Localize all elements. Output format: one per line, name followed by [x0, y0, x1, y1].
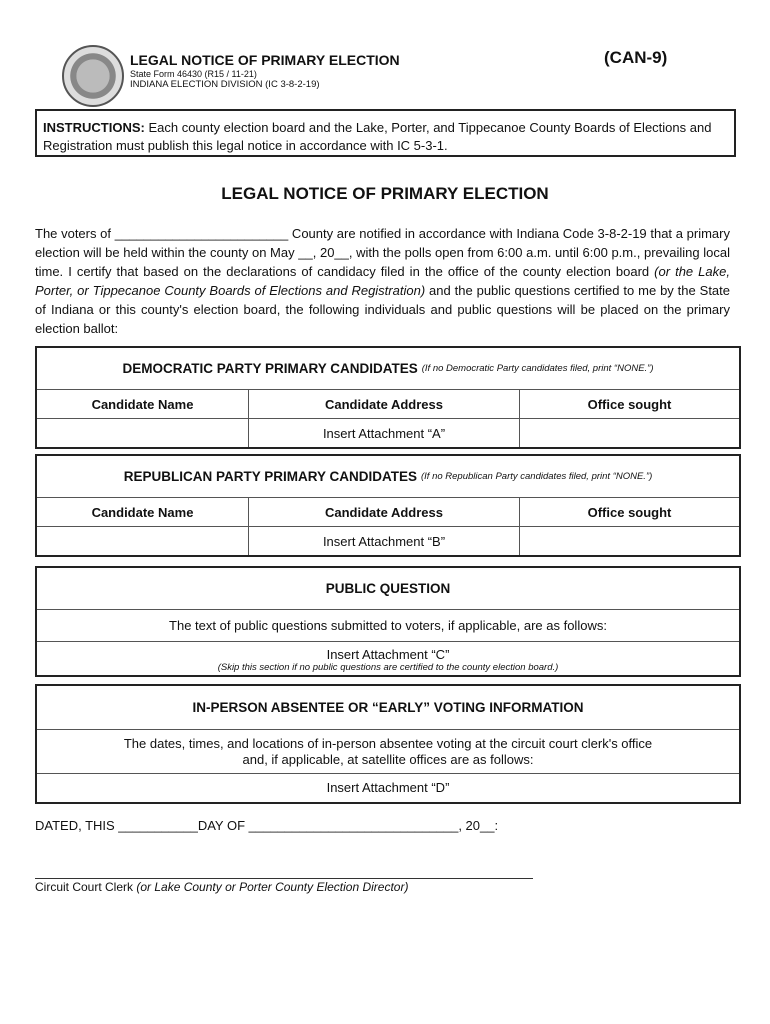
- notice-paragraph: [35, 224, 730, 338]
- form-number: State Form 46430 (R15 / 11-21): [130, 69, 257, 79]
- public-question-text: The text of public questions submitted to voters, if applicable, are as follows:: [37, 609, 739, 641]
- early-voting-text-1: The dates, times, and locations of in-person absentee voting at the circuit court clerk's office: [123, 736, 653, 751]
- instructions-box: [35, 109, 736, 157]
- signature-line[interactable]: [35, 878, 533, 879]
- col-candidate-name: Candidate Name: [37, 498, 249, 526]
- cell-office[interactable]: [520, 419, 739, 447]
- early-voting-text-2: and, if applicable, at satellite offices are as follows:: [242, 752, 534, 767]
- attachment-c: Insert Attachment “C”: [326, 647, 450, 662]
- early-voting-box: [35, 684, 741, 804]
- division: INDIANA ELECTION DIVISION (IC 3-8-2-19): [130, 79, 320, 90]
- signature-italic: (or Lake County or Porter County Election Director): [136, 880, 409, 894]
- public-question-note: (Skip this section if no public questions are certified to the county election board.): [217, 662, 559, 673]
- page-heading: LEGAL NOTICE OF PRIMARY ELECTION: [221, 184, 549, 203]
- paragraph-part1: The voters of ________________________ County are notified in accordance with Indiana Code 3-8-2-19 that a primary election will be held within the county on May __, 20__, with the polls open from 6:00 a.m. until 6:00 p.m., prevailing local time. I certify that based on the declarations of candidacy filed in the office of the county election board: [35, 226, 730, 279]
- table-header-row: [37, 389, 739, 418]
- instructions-text: Each county election board and the Lake, Porter, and Tippecanoe County Boards of Elections and Registration must publish this legal notice in accordance with IC 5-3-1.: [43, 120, 712, 153]
- democratic-note: (If no Democratic Party candidates filed, print “NONE.”): [421, 363, 654, 374]
- form-code: (CAN-9): [604, 48, 668, 67]
- democratic-candidates-table: [35, 346, 741, 449]
- paragraph-part2: and the public questions certified to me by the State of Indiana or this county's election board, the following individuals and public questions will be placed on the primary election ballot:: [35, 283, 730, 336]
- table-header-row: [37, 497, 739, 526]
- signature-label: Circuit Court Clerk: [35, 880, 137, 894]
- early-voting-title: IN-PERSON ABSENTEE OR “EARLY” VOTING INFORMATION: [192, 700, 584, 715]
- signature-caption: [35, 880, 408, 894]
- democratic-title-row: [37, 348, 739, 389]
- attachment-b: Insert Attachment “B”: [249, 527, 520, 555]
- republican-title: REPUBLICAN PARTY PRIMARY CANDIDATES: [123, 469, 417, 484]
- col-office-sought: Office sought: [587, 396, 672, 412]
- public-question-title: PUBLIC QUESTION: [325, 581, 451, 596]
- public-question-box: [35, 566, 741, 677]
- instructions-label: INSTRUCTIONS:: [43, 120, 145, 135]
- democratic-title: DEMOCRATIC PARTY PRIMARY CANDIDATES: [122, 361, 418, 376]
- state-seal-icon: [62, 45, 124, 107]
- col-candidate-address: Candidate Address: [249, 390, 520, 418]
- cell-name[interactable]: [37, 419, 249, 447]
- early-voting-text: [37, 729, 739, 773]
- col-candidate-address: Candidate Address: [249, 498, 520, 526]
- cell-office[interactable]: [520, 527, 739, 555]
- table-row: [37, 418, 739, 447]
- cell-name[interactable]: [37, 527, 249, 555]
- col-office-sought: Office sought: [587, 504, 672, 520]
- attachment-a: Insert Attachment “A”: [249, 419, 520, 447]
- republican-candidates-table: [35, 454, 741, 557]
- form-title: LEGAL NOTICE OF PRIMARY ELECTION: [130, 52, 400, 68]
- paragraph-italic: (or the Lake, Porter, or Tippecanoe County Boards of Elections and Registration): [35, 264, 730, 298]
- public-question-attachment: [37, 641, 739, 675]
- dated-line[interactable]: DATED, THIS ___________DAY OF _____________________________, 20__:: [35, 818, 499, 833]
- republican-title-row: [37, 456, 739, 497]
- republican-note: (If no Republican Party candidates filed, print “NONE.”): [421, 471, 653, 482]
- attachment-d: Insert Attachment “D”: [37, 773, 739, 802]
- table-row: [37, 526, 739, 555]
- col-candidate-name: Candidate Name: [37, 390, 249, 418]
